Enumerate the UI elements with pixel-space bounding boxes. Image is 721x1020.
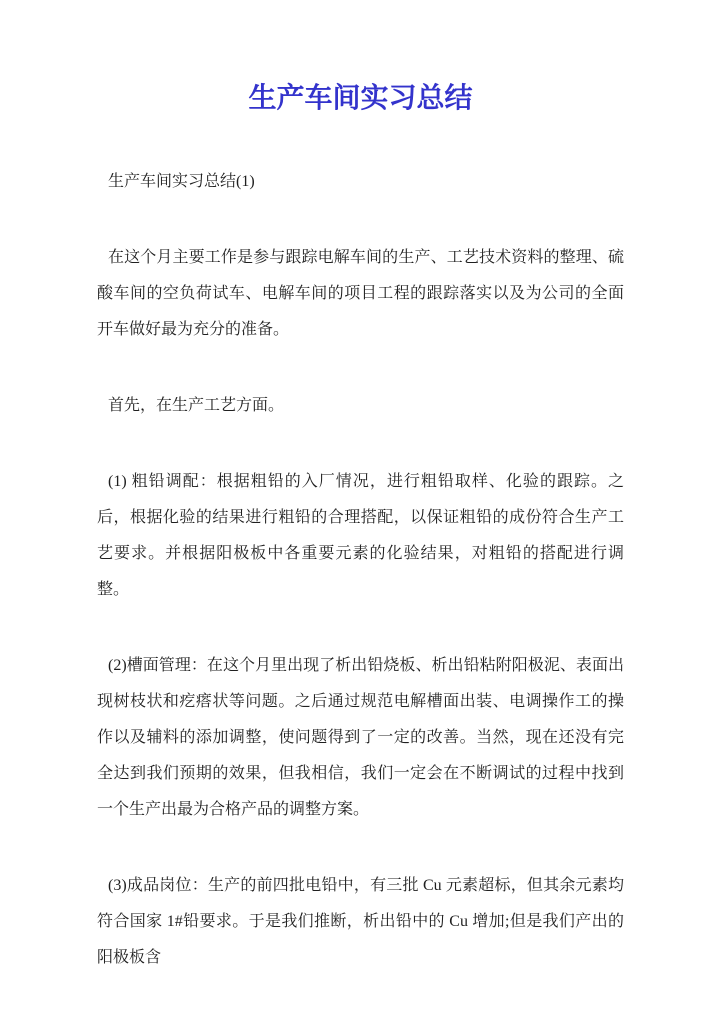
page-title: 生产车间实习总结 [248,83,473,114]
paragraph-item-1: (1) 粗铅调配：根据粗铅的入厂情况，进行粗铅取样、化验的跟踪。之后，根据化验的结果进行粗铅的合理搭配，以保证粗铅的成份符合生产工艺要求。并根据阳极板中各重要元素的化验结果，对粗铅的搭配进行调整。 [97,472,624,598]
paragraph-intro: 在这个月主要工作是参与跟踪电解车间的生产、工艺技术资料的整理、硫酸车间的空负荷试车、电解车间的项目工程的跟踪落实以及为公司的全面开车做好最为充分的准备。 [97,248,624,338]
document-body [0,116,721,976]
paragraph-item-3: (3)成品岗位：生产的前四批电铅中，有三批 Cu 元素超标，但其余元素均符合国家 1#铅要求。于是我们推断，析出铅中的 Cu 增加;但是我们产出的阳极板含 [97,876,624,966]
paragraph-section-lead: 首先，在生产工艺方面。 [108,396,285,414]
paragraph-subtitle: 生产车间实习总结(1) [108,172,255,190]
paragraph-item-2: (2)槽面管理：在这个月里出现了析出铅烧板、析出铅粘附阳极泥、表面出现树枝状和疙瘩状等问题。之后通过规范电解槽面出装、电调操作工的操作以及辅料的添加调整，使问题得到了一定的改善。当然，现在还没有完全达到我们预期的效果，但我相信，我们一定会在不断调试的过程中找到一个生产出最为合格产品的调整方案。 [97,656,624,818]
